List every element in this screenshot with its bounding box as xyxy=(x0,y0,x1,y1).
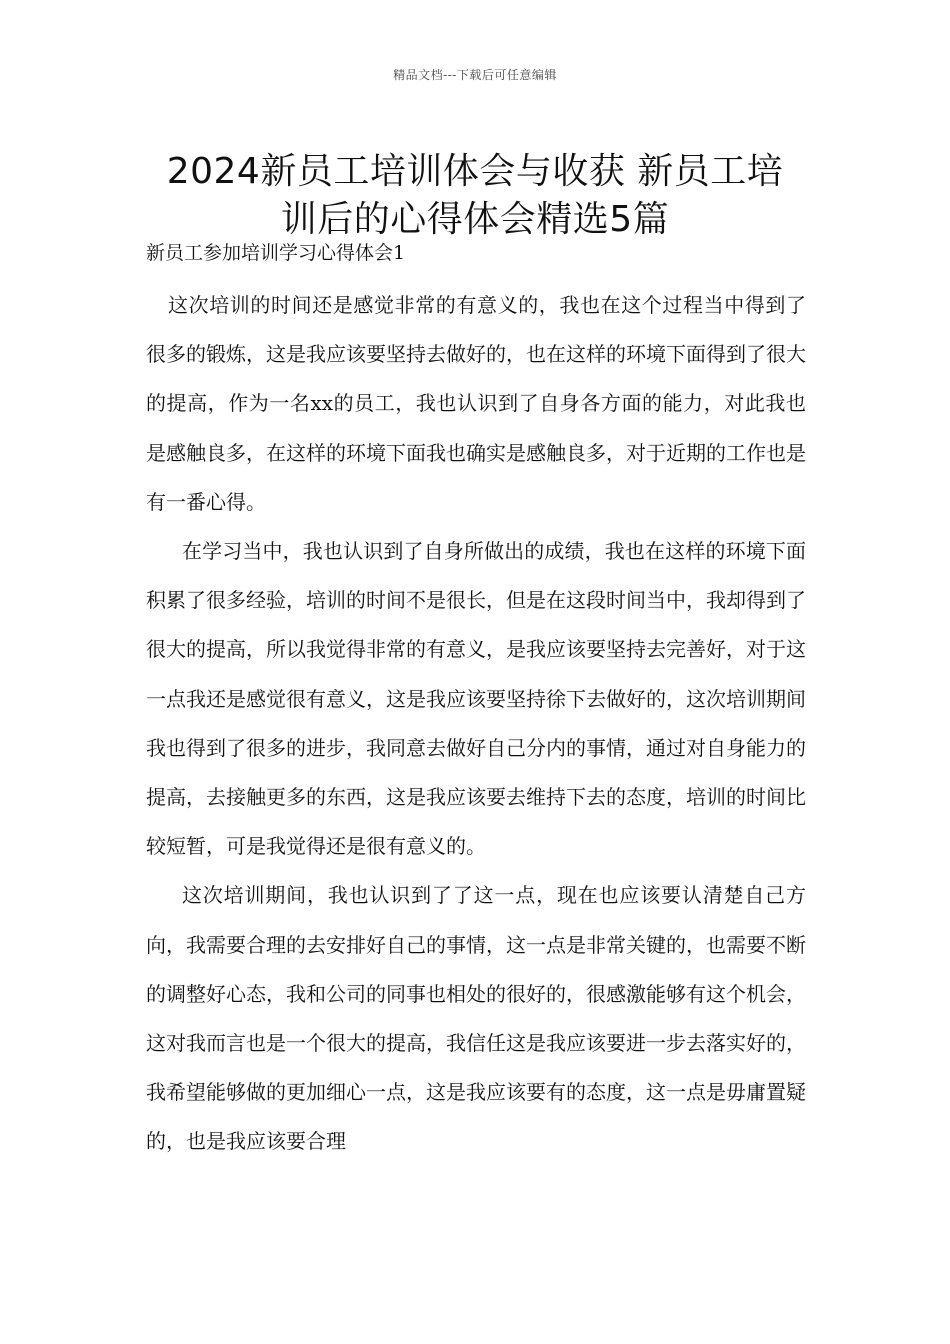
document-body xyxy=(146,230,806,1167)
title-line-1: 2024新员工培训体会与收获 新员工培 xyxy=(166,151,784,193)
paragraph-1: 这次培训的时间还是感觉非常的有意义的，我也在这个过程当中得到了很多的锻炼，这是我应该要坚持去做好的，也在这样的环境下面得到了很大的提高，作为一名xx的员工，我也认识到了自身各方面的能力，对此我也是感触良多，在这样的环境下面我也确实是感触良多，对于近期的工作也是有一番心得。 xyxy=(146,293,806,514)
paragraph-2: 在学习当中，我也认识到了自身所做出的成绩，我也在这样的环境下面积累了很多经验，培训的时间不是很长，但是在这段时间当中，我却得到了很大的提高，所以我觉得非常的有意义，是我应该要坚持去完善好，对于这一点我还是感觉很有意义，这是我应该要坚持徐下去做好的，这次培训期间我也得到了很多的进步，我同意去做好自己分内的事情，通过对自身能力的提高，去接触更多的东西，这是我应该要去维持下去的态度，培训的时间比较短暂，可是我觉得还是很有意义的。 xyxy=(146,539,806,859)
paragraph-3: 这次培训期间，我也认识到了了这一点，现在也应该要认清楚自己方向，我需要合理的去安排好自己的事情，这一点是非常关键的，也需要不断的调整好心态，我和公司的同事也相处的很好的，很感激能够有这个机会，这对我而言也是一个很大的提高，我信任这是我应该要进一步去落实好的，我希望能够做的更加细心一点，这是我应该要有的态度，这一点是毋庸置疑的，也是我应该要合理 xyxy=(146,883,806,1154)
title-line-2: 训后的心得体会精选5篇 xyxy=(280,199,670,241)
header-note: 精品文档---下载后可任意编辑 xyxy=(393,68,557,82)
section-subheading: 新员工参加培训学习心得体会1 xyxy=(146,242,406,264)
